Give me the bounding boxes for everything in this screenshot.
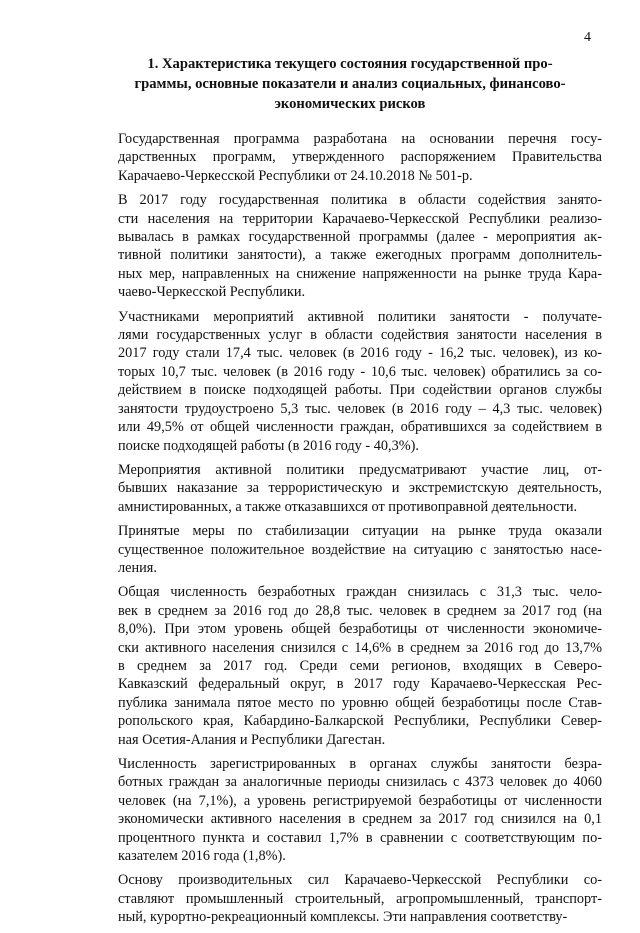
paragraph-line: ставляют промышленный строительный, агропромышленный, транспорт- [118, 890, 602, 907]
paragraph-line: поиске подходящей работы (в 2016 году - 40,3%). [118, 437, 419, 454]
paragraph [90, 583, 602, 749]
paragraph-line: ный, курортно-рекреационный комплексы. Эти направления соответству- [118, 909, 568, 926]
paragraph-line: сти населения на территории Карачаево-Черкесской Республики реализо- [118, 210, 602, 227]
section-title [100, 54, 600, 114]
paragraph-line: Кавказский федеральный округ, в 2017 году Карачаево-Черкесская Рес- [118, 676, 602, 693]
paragraph-line: человек (на 7,1%), а уровень регистрируемой безработицы от численности [118, 792, 602, 809]
paragraph [90, 461, 602, 516]
paragraph-line: ления. [118, 559, 157, 576]
paragraph-line: или 49,5% от общей численности граждан, обратившихся за содействием в [118, 419, 602, 436]
section-title-line: граммы, основные показатели и анализ социальных, финансово- [134, 76, 566, 92]
paragraph-line: Численность зарегистрированных в органах службы занятости безра- [118, 756, 602, 772]
paragraph-line: Карачаево-Черкесской Республики от 24.10.2018 № 501-р. [118, 167, 473, 184]
paragraph-line: ная Осетия-Алания и Республики Дагестан. [118, 731, 386, 748]
section-title-line: 1. Характеристика текущего состояния государственной про- [147, 56, 553, 72]
section-title-line: экономических рисков [274, 96, 426, 112]
paragraph-line: дарственных программ, утвержденного распоряжением Правительства [118, 149, 602, 166]
paragraph-line: процентного пункта и составил 1,7% в сравнении с соответствующим по- [118, 829, 602, 846]
paragraph-line: 8,0%). При этом уровень общей безработицы от численности экономиче- [118, 621, 602, 638]
paragraph [90, 308, 602, 455]
page-number: 4 [584, 30, 591, 45]
paragraph-line: существенное положительное воздействие на ситуацию с занятостью насе- [118, 541, 602, 558]
paragraph [90, 191, 602, 301]
paragraph-line: ботных граждан за аналогичные периоды снизилась с 4373 человек до 4060 [118, 774, 602, 791]
paragraph [90, 871, 602, 926]
paragraph-line: торых 10,7 тыс. человек (в 2016 году - 10,6 тыс. человек) обратились за со- [118, 363, 602, 380]
document-body [90, 130, 602, 933]
paragraph-line: Участниками мероприятий активной политики занятости - получате- [118, 308, 602, 325]
paragraph-line: бывших наказание за террористическую и экстремистскую деятельность, [118, 480, 602, 497]
paragraph-line: чаево-Черкесской Республики. [118, 284, 306, 301]
paragraph-line: век в среднем за 2016 год до 28,8 тыс. человек в среднем за 2017 год (на [118, 602, 602, 619]
paragraph [90, 522, 602, 577]
paragraph-line: в среднем за 2017 год. Среди семи регионов, входящих в Северо- [118, 657, 602, 674]
paragraph-line: Общая численность безработных граждан снизилась с 31,3 тыс. чело- [118, 584, 602, 601]
paragraph-line: Государственная программа разработана на основании перечня госу- [118, 131, 602, 147]
paragraph-line: занятости трудоустроено 5,3 тыс. человек (в 2016 году – 4,3 тыс. человек) [118, 400, 602, 417]
paragraph-line: ных мер, направленных на снижение напряженности на рынке труда Кара- [118, 265, 602, 282]
paragraph-line: тивной политики занятости), а также ежегодных программ дополнитель- [118, 247, 602, 264]
paragraph-line: Принятые меры по стабилизации ситуации на рынке труда оказали [118, 523, 602, 540]
paragraph-line: лями государственных услуг в области содействия занятости населения в [118, 327, 602, 344]
paragraph [90, 130, 602, 185]
paragraph-line: экономически активного населения в среднем за 2017 год снизился на 0,1 [118, 811, 602, 828]
paragraph-line: Мероприятия активной политики предусматривают участие лиц, от- [118, 461, 602, 478]
paragraph-line: В 2017 году государственная политика в области содействия занято- [118, 192, 602, 209]
paragraph-line: казателем 2016 года (1,8%). [118, 848, 286, 865]
paragraph-line: ски активного населения снизился с 14,6% в среднем за 2016 год до 13,7% [118, 639, 602, 656]
paragraph-line: действием в поиске подходящей работы. При содействии органов службы [118, 382, 602, 399]
paragraph-line: публика занимала пятое место по уровню общей безработицы после Став- [118, 694, 602, 711]
paragraph-line: Основу производительных сил Карачаево-Черкесской Республики со- [118, 872, 602, 889]
paragraph-line: вывалась в рамках государственной программы (далее - мероприятия ак- [118, 229, 602, 246]
paragraph-line: ропольского края, Кабардино-Балкарской Республики, Республики Север- [118, 713, 602, 730]
paragraph-line: амнистированных, а также отказавшихся от противоправной деятельности. [118, 498, 578, 515]
paragraph-line: 2017 году стали 17,4 тыс. человек (в 2016 году - 16,2 тыс. человек), из ко- [118, 345, 602, 362]
paragraph [90, 755, 602, 865]
